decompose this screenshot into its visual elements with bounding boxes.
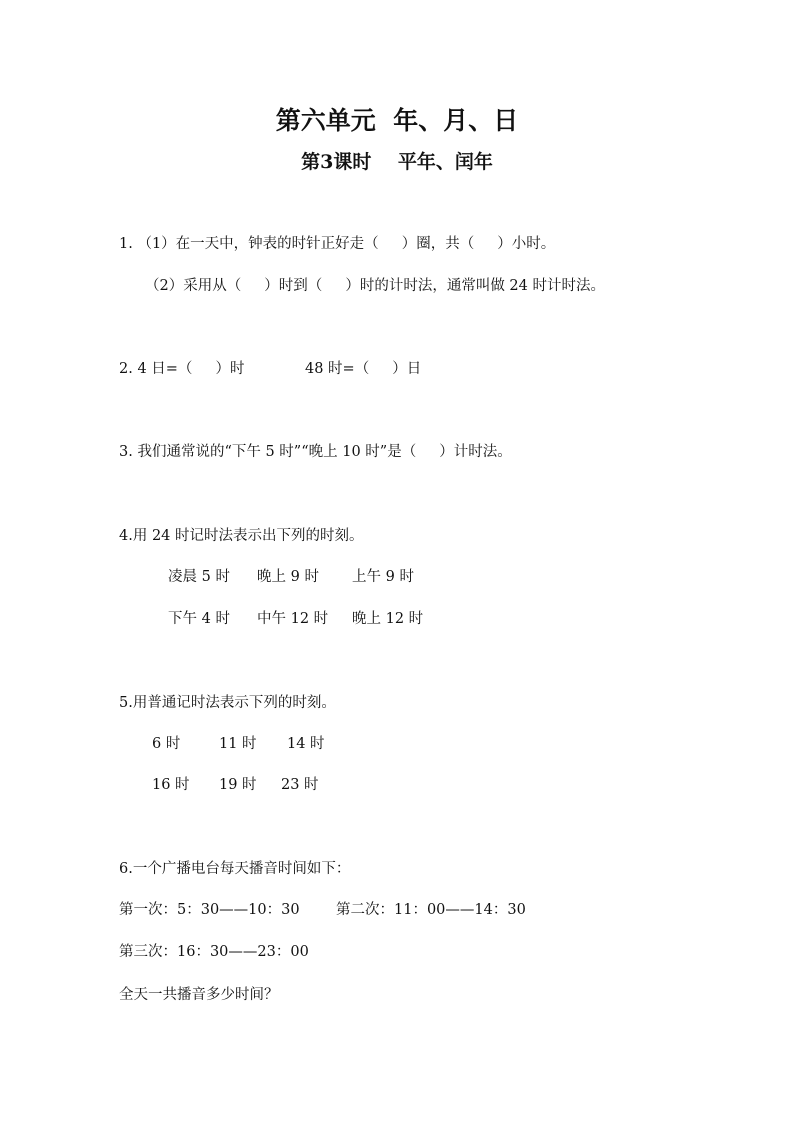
q6-first-broadcast: 第一次：5：30——10：30 bbox=[119, 902, 300, 918]
q6-second-broadcast: 第二次：11：00——14：30 bbox=[336, 902, 526, 918]
q6-question: 全天一共播音多少时间？ bbox=[119, 987, 279, 1003]
q2-part-b: 48 时=（ ）日 bbox=[305, 361, 422, 377]
q4-item: 下午 4 时 bbox=[168, 611, 230, 627]
q4-item: 中午 12 时 bbox=[257, 611, 329, 627]
q5-item: 11 时 bbox=[219, 736, 257, 752]
q2-part-a: 2. 4 日=（ ）时 bbox=[119, 361, 245, 377]
q5-item: 14 时 bbox=[287, 736, 325, 752]
q4-item: 晚上 12 时 bbox=[352, 611, 424, 627]
q5-item: 16 时 bbox=[152, 777, 190, 793]
q1-line2: （2）采用从（ ）时到（ ）时的计时法，通常叫做 24 时计时法。 bbox=[145, 278, 605, 294]
lesson-subtitle: 第3课时 平年、闰年 bbox=[301, 151, 493, 173]
q6-prompt: 6.一个广播电台每天播音时间如下： bbox=[119, 861, 351, 877]
q5-item: 19 时 bbox=[219, 777, 257, 793]
q4-item: 晚上 9 时 bbox=[257, 569, 319, 585]
q4-prompt: 4.用 24 时记时法表示出下列的时刻。 bbox=[119, 528, 364, 544]
q5-item: 23 时 bbox=[281, 777, 319, 793]
q4-item: 凌晨 5 时 bbox=[168, 569, 230, 585]
q1-line1: 1. （1）在一天中，钟表的时针正好走（ ）圈，共（ ）小时。 bbox=[119, 236, 556, 252]
q4-item: 上午 9 时 bbox=[352, 569, 414, 585]
q3-text: 3. 我们通常说的“下午 5 时”“晚上 10 时”是（ ）计时法。 bbox=[119, 444, 512, 460]
q5-item: 6 时 bbox=[152, 736, 181, 752]
q6-third-broadcast: 第三次：16：30——23：00 bbox=[119, 944, 309, 960]
q5-prompt: 5.用普通记时法表示下列的时刻。 bbox=[119, 695, 336, 711]
page-title: 第六单元 年、月、日 bbox=[275, 106, 519, 135]
